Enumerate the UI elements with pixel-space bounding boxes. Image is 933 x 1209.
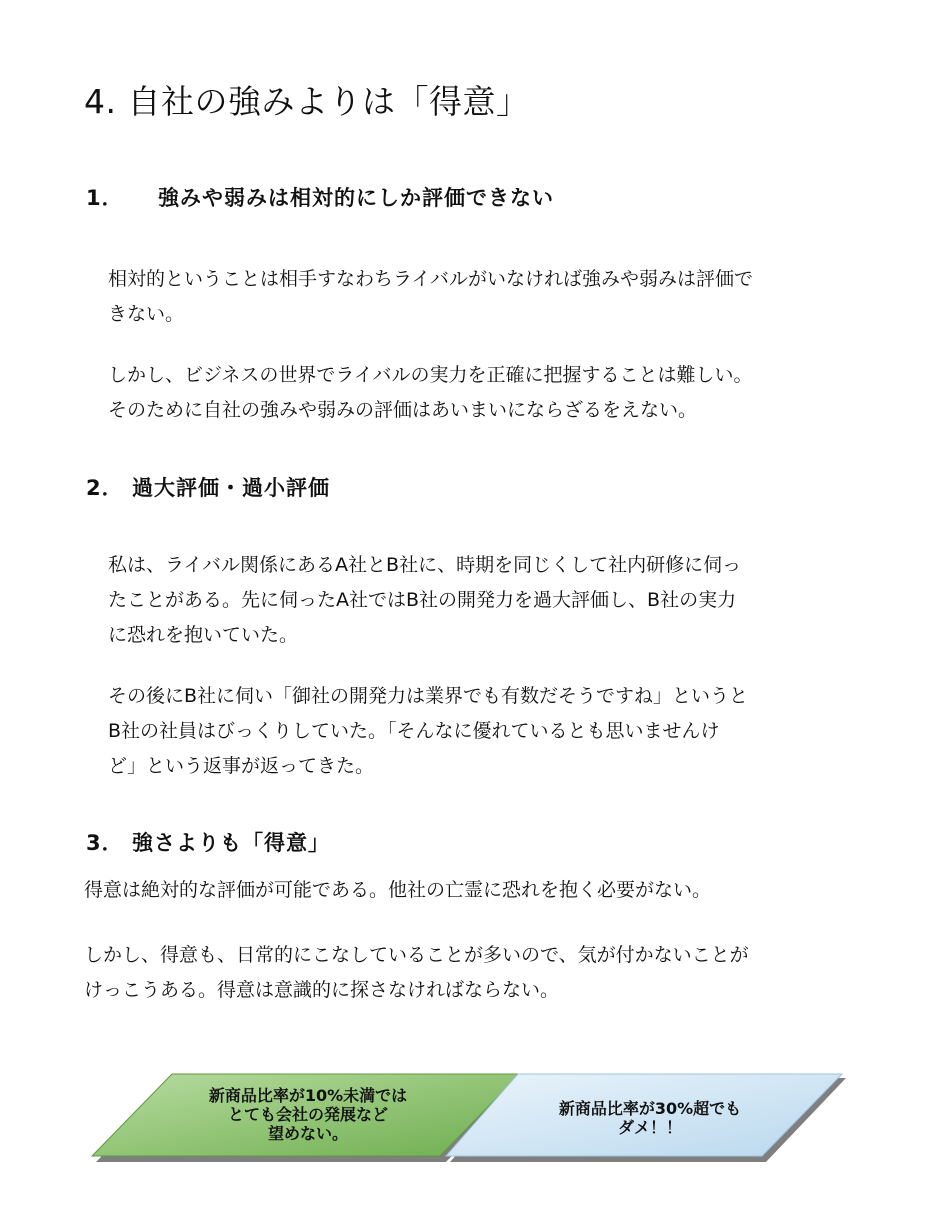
text-line: しかし、得意も、日常的にこなしていることが多いので、気が付かないことが (84, 944, 749, 966)
section-title: 強みや弱みは相対的にしか評価できない (158, 186, 554, 210)
text-line: 私は、ライバル関係にあるA社とB社に、時期を同じくして社内研修に伺っ (108, 554, 742, 576)
text-line: けっこうある。得意は意識的に探さなければならない。 (84, 979, 560, 1001)
page-title: 4. 自社の強みよりは「得意」 (84, 82, 530, 121)
text-line: そのために自社の強みや弱みの評価はあいまいにならざるをえない。 (108, 399, 698, 421)
text-line: ど」という返事が返ってきた。 (108, 755, 375, 777)
section-number: 1． (86, 186, 124, 210)
text-line: しかし、ビジネスの世界でライバルの実力を正確に把握することは難しい。 (108, 364, 753, 386)
paragraph (84, 938, 749, 1008)
text-line: その後にB社に伺い「御社の開発力は業界でも有数だそうですね」というと (108, 685, 749, 707)
paragraph (108, 262, 753, 332)
text-line: に恐れを抱いていた。 (108, 624, 299, 646)
text-line: 得意は絶対的な評価が可能である。他社の亡霊に恐れを抱く必要がない。 (84, 879, 712, 901)
text-line: B社の社員はびっくりしていた。「そんなに優れているとも思いませんけ (108, 720, 720, 742)
section-number: 3． (86, 831, 124, 855)
paragraph (108, 679, 748, 784)
callout-line: 新商品比率が30%超でも (558, 1099, 742, 1118)
callout-line: 望めない。 (267, 1124, 348, 1143)
paragraph (84, 873, 711, 908)
callout-text-green (190, 1086, 426, 1143)
callout-line: 新商品比率が10%未満では (208, 1086, 408, 1105)
paragraph (108, 548, 741, 653)
paragraph (108, 358, 752, 428)
section-number: 2． (86, 476, 124, 500)
text-line: たことがある。先に伺ったA社ではB社の開発力を過大評価し、B社の実力 (108, 589, 737, 611)
section-title: 過大評価・過小評価 (132, 476, 330, 500)
section-heading-3 (86, 828, 330, 858)
text-line: きない。 (108, 303, 185, 325)
callout-line: とても会社の発展など (227, 1105, 388, 1124)
callout-line: ダメ！！ (617, 1118, 682, 1137)
text-line: 相対的ということは相手すなわちライバルがいなければ強みや弱みは評価で (108, 268, 754, 290)
section-title: 強さよりも「得意」 (132, 831, 330, 855)
callout-text-blue (530, 1099, 770, 1137)
section-heading-2 (86, 473, 330, 503)
section-heading-1 (86, 183, 554, 213)
